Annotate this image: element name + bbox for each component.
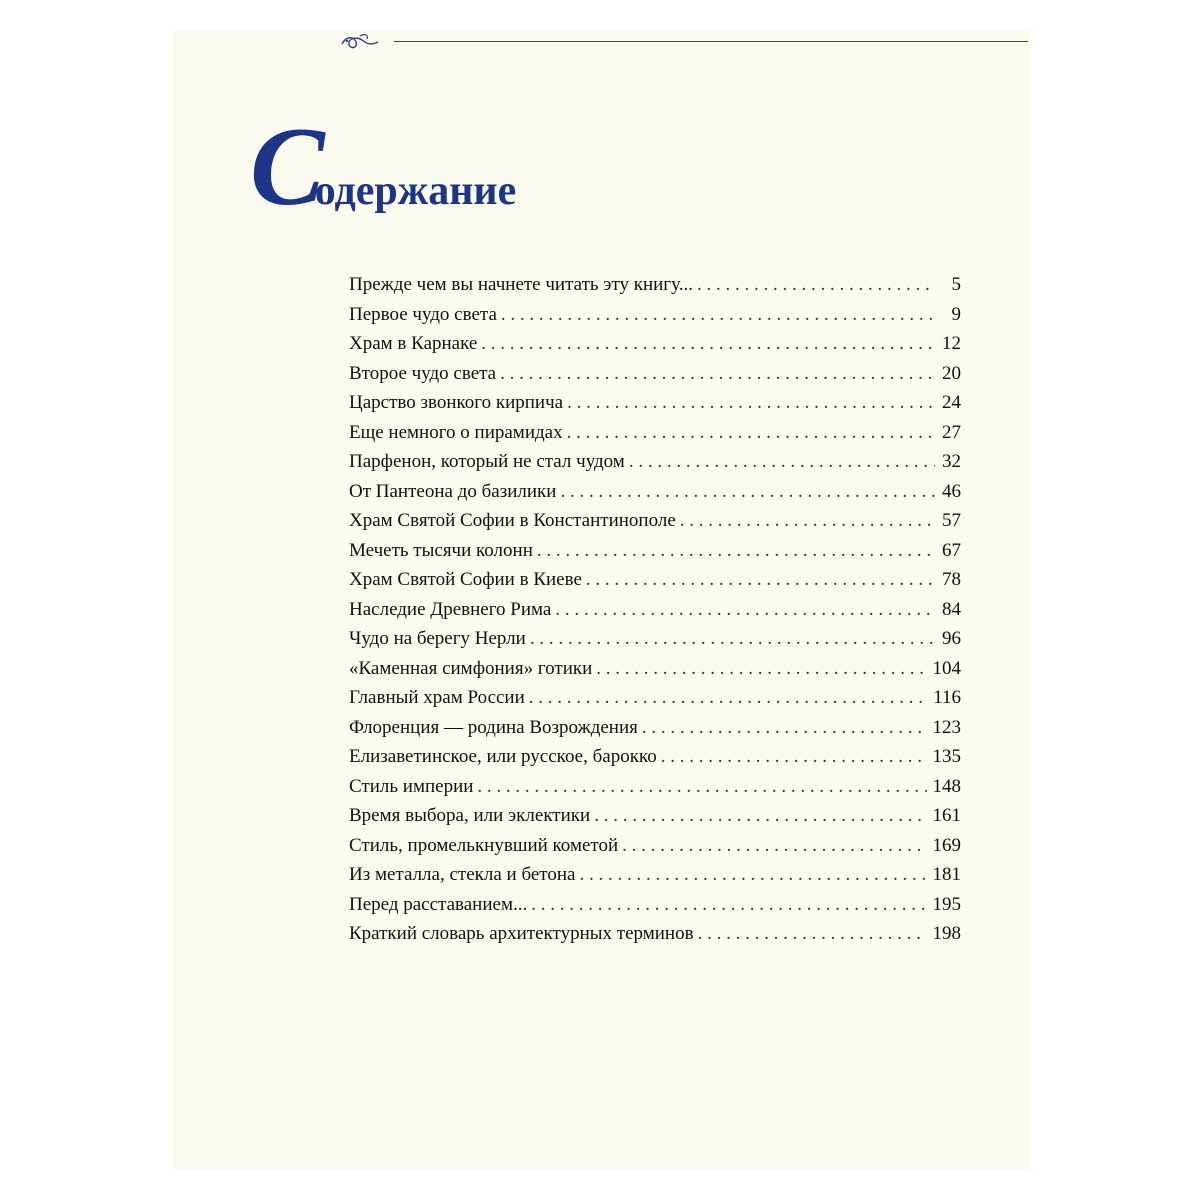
toc-entry-title: Наследие Древнего Рима [349,598,552,620]
toc-entry-title: Чудо на берегу Нерли [349,628,526,649]
toc-entry-page-number: 32 [942,451,961,472]
dot-leader [579,860,926,890]
toc-entry [349,772,961,802]
toc-entry-page-number: 12 [942,333,961,354]
dot-leader [500,359,935,389]
toc-entry-title: Мечеть тысячи колонн [349,539,533,561]
toc-entry [349,418,961,448]
toc-entry-title: Стиль, промелькнувший кометой [349,834,619,856]
book-page [172,30,1030,1170]
page-title [250,105,520,230]
toc-entry-title: «Каменная симфония» готики [349,657,593,679]
toc-entry-page-number: 123 [932,716,961,738]
toc-entry-page-number: 27 [942,421,961,443]
toc-entry [349,831,961,861]
toc-entry [349,713,961,743]
toc-entry [349,329,961,359]
toc-entry-page-number: 135 [932,746,961,767]
toc-entry [349,536,961,566]
toc-entry-page-number: 116 [933,687,961,708]
dot-leader [594,801,926,831]
toc-entry [349,506,961,536]
dot-leader [586,565,935,595]
toc-entry-title: Из металла, стекла и бетона [349,864,576,885]
toc-entry-page-number: 161 [932,805,961,826]
toc-entry [349,565,961,595]
toc-entry [349,477,961,507]
toc-entry-title: Еще немного о пирамидах [349,421,563,443]
dot-leader [477,772,926,802]
toc-entry [349,801,961,831]
toc-entry-page-number: 181 [932,864,961,885]
toc-entry-page-number: 9 [951,303,961,325]
dot-leader [698,919,927,949]
toc-entry-title: Храм Святой Софии в Константинополе [349,510,676,531]
toc-entry [349,270,961,300]
toc-entry-title: Елизаветинское, или русское, барокко [349,746,657,767]
dot-leader [622,831,926,861]
toc-entry-page-number: 78 [942,569,961,590]
toc-entry-page-number: 67 [942,539,961,561]
toc-entry [349,683,961,713]
toc-entry-title: Парфенон, который не стал чудом [349,451,625,472]
toc-entry-title: Стиль империи [349,775,474,797]
dot-leader [481,329,935,359]
dot-leader [642,713,927,743]
toc-entry [349,624,961,654]
toc-entry-page-number: 24 [942,392,961,413]
toc-entry-title: Прежде чем вы начнете читать эту книгу... [349,274,693,295]
dot-leader [596,654,926,684]
toc-entry-title: Краткий словарь архитектурных терминов [349,923,694,944]
toc-entry [349,300,961,330]
toc-entry [349,595,961,625]
table-of-contents [349,270,961,949]
dot-leader [680,506,935,536]
dot-leader [529,683,927,713]
toc-entry-title: Перед расставанием... [349,893,528,915]
dot-leader [555,595,935,625]
title-rest: одержание [314,168,517,215]
dot-leader [531,890,926,920]
toc-entry-title: Флоренция — родина Возрождения [349,716,638,738]
toc-entry-page-number: 5 [951,274,961,295]
title-initial: С [250,105,319,230]
toc-entry [349,742,961,772]
toc-entry-title: Царство звонкого кирпича [349,392,564,413]
toc-entry [349,359,961,389]
toc-entry-page-number: 148 [932,775,961,797]
toc-entry [349,654,961,684]
toc-entry [349,919,961,949]
toc-entry-page-number: 84 [942,598,961,620]
toc-entry-title: Главный храм России [349,687,525,708]
toc-entry-title: Первое чудо света [349,303,497,325]
toc-entry-page-number: 169 [932,834,961,856]
dot-leader [661,742,927,772]
dot-leader [530,624,935,654]
dot-leader [567,418,935,448]
toc-entry-page-number: 96 [942,628,961,649]
toc-entry-title: Второе чудо света [349,362,497,384]
dot-leader [629,447,935,477]
dot-leader [697,270,935,300]
toc-entry [349,447,961,477]
flourish-ornament-icon [340,30,380,54]
toc-entry-title: Храм в Карнаке [349,333,478,354]
toc-entry-page-number: 195 [932,893,961,915]
toc-entry-page-number: 57 [942,510,961,531]
toc-entry-title: От Пантеона до базилики [349,480,557,502]
toc-entry [349,388,961,418]
toc-entry-page-number: 198 [932,923,961,944]
toc-entry [349,890,961,920]
dot-leader [537,536,935,566]
toc-entry-page-number: 104 [932,657,961,679]
toc-entry-title: Храм Святой Софии в Киеве [349,569,582,590]
dot-leader [501,300,935,330]
header-rule [394,41,1028,42]
toc-entry-page-number: 20 [942,362,961,384]
toc-entry [349,860,961,890]
toc-entry-page-number: 46 [942,480,961,502]
toc-entry-title: Время выбора, или эклектики [349,805,591,826]
dot-leader [567,388,935,418]
dot-leader [560,477,935,507]
